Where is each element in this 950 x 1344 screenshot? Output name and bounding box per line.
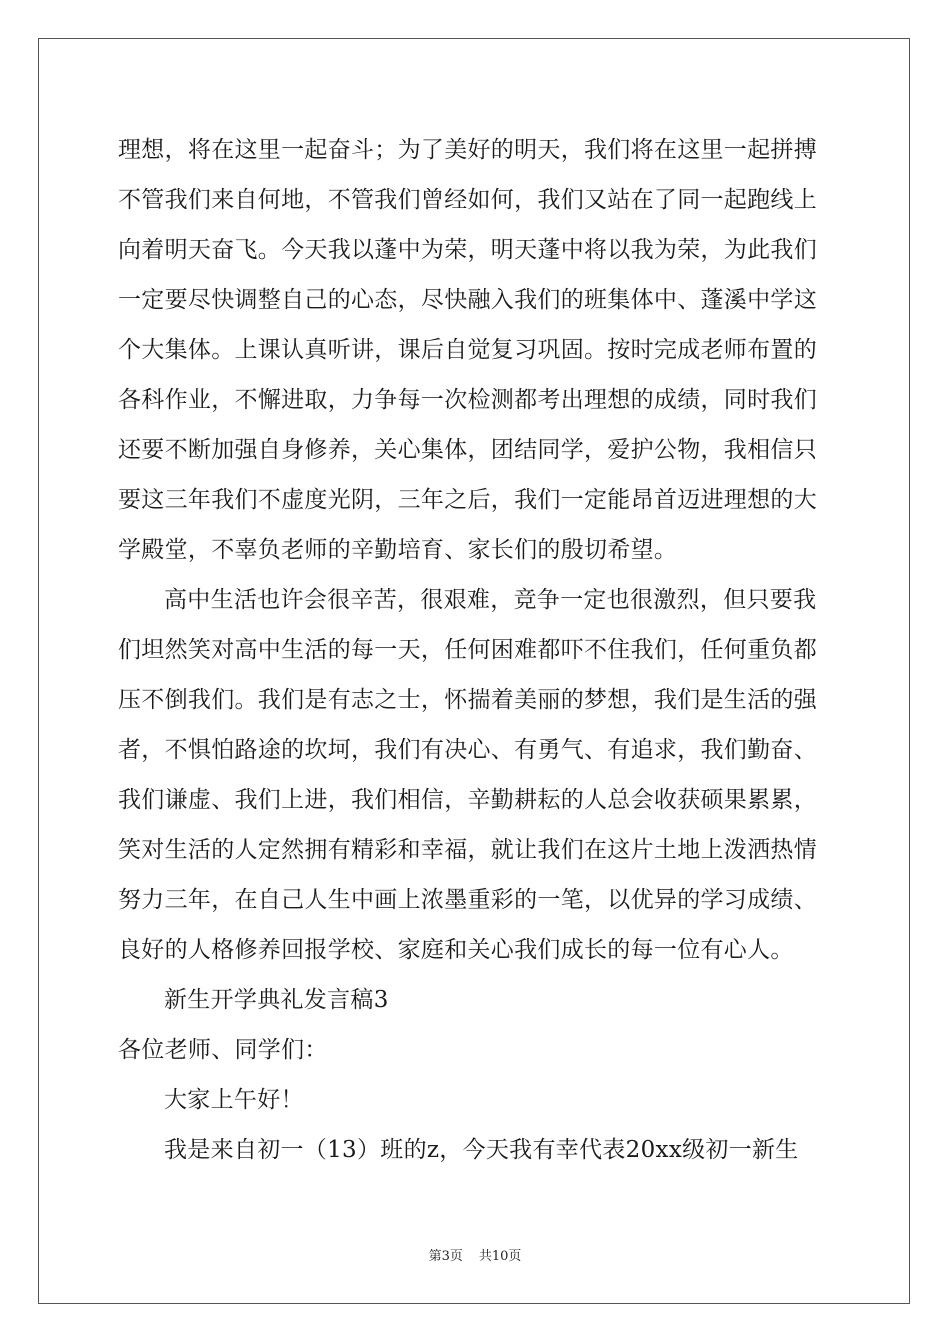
paragraph-line: 笑对生活的人定然拥有精彩和幸福，就让我们在这片土地上泼洒热情: [118, 837, 817, 863]
paragraph-line: 们坦然笑对高中生活的每一天，任何困难都吓不住我们，任何重负都: [118, 637, 817, 663]
page-number: 第3页: [428, 1249, 463, 1264]
paragraph-line: 我们谦虚、我们上进，我们相信，辛勤耕耘的人总会收获硕果累累，: [118, 787, 817, 813]
paragraph-line: 还要不断加强自身修养，关心集体，团结同学，爱护公物，我相信只: [118, 437, 817, 463]
paragraph-line: 者，不惧怕路途的坎坷，我们有决心、有勇气、有追求，我们勤奋、: [118, 737, 817, 763]
paragraph-line: 各科作业，不懈进取，力争每一次检测都考出理想的成绩，同时我们: [118, 387, 817, 413]
paragraph-line: 良好的人格修养回报学校、家庭和关心我们成长的每一位有心人。: [118, 937, 794, 963]
paragraph-line: 我是来自初一（13）班的z，今天我有幸代表20xx级初一新生: [164, 1137, 799, 1163]
paragraph-line: 努力三年，在自己人生中画上浓墨重彩的一笔，以优异的学习成绩、: [118, 887, 817, 913]
section-title: 新生开学典礼发言稿3: [164, 987, 389, 1013]
page-total: 共10页: [478, 1249, 522, 1264]
paragraph-line: 不管我们来自何地，不管我们曾经如何，我们又站在了同一起跑线上: [118, 187, 817, 213]
salutation: 各位老师、同学们：: [118, 1037, 328, 1063]
paragraph-line: 理想，将在这里一起奋斗；为了美好的明天，我们将在这里一起拼搏: [118, 137, 817, 163]
paragraph-line: 要这三年我们不虚度光阴，三年之后，我们一定能昂首迈进理想的大: [118, 487, 817, 513]
greeting: 大家上午好！: [164, 1087, 304, 1113]
paragraph-line: 压不倒我们。我们是有志之士，怀揣着美丽的梦想，我们是生活的强: [118, 687, 817, 713]
paragraph-line: 向着明天奋飞。今天我以蓬中为荣，明天蓬中将以我为荣，为此我们: [118, 237, 817, 263]
paragraph-line: 学殿堂，不辜负老师的辛勤培育、家长们的殷切希望。: [118, 537, 678, 563]
paragraph-line: 高中生活也许会很辛苦，很艰难，竞争一定也很激烈，但只要我: [164, 587, 817, 613]
page-footer: [0, 1249, 950, 1265]
paragraph-line: 一定要尽快调整自己的心态，尽快融入我们的班集体中、蓬溪中学这: [118, 287, 817, 313]
paragraph-line: 个大集体。上课认真听讲，课后自觉复习巩固。按时完成老师布置的: [118, 337, 817, 363]
